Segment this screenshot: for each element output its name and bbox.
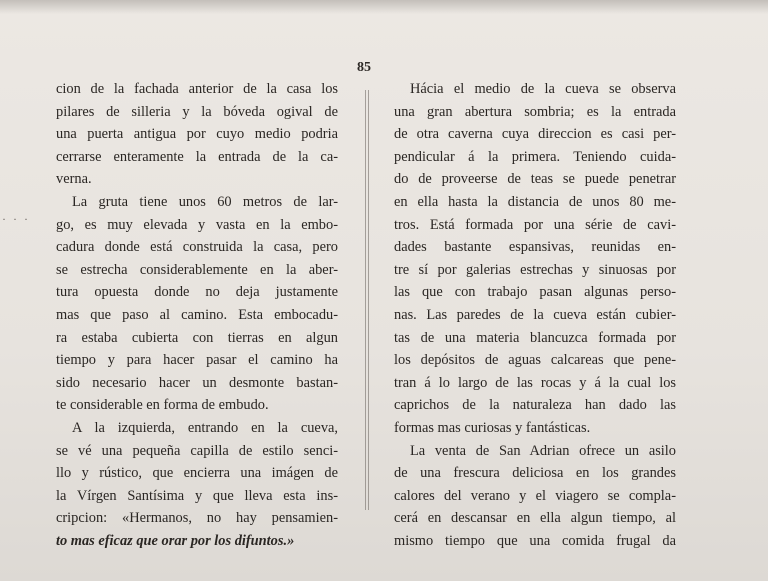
- right-text-column: [394, 78, 676, 552]
- text-line: te considerable en forma de embudo.: [56, 397, 269, 414]
- text-line: la Vírgen Santísima y que lleva esta ins-: [56, 487, 338, 504]
- text-line: dades bastante espansivas, reunidas en-: [394, 239, 676, 256]
- text-line: caprichos de la naturaleza han dado las: [394, 397, 676, 414]
- text-line: La gruta tiene unos 60 metros de lar-: [72, 193, 338, 210]
- text-line: pendicular á la primera. Teniendo cuida-: [394, 148, 676, 165]
- text-line: las que con trabajo pasan algunas perso-: [394, 284, 676, 301]
- text-line: cion de la fachada anterior de la casa los: [56, 81, 338, 97]
- text-line: verna.: [56, 171, 92, 188]
- text-line: cerrarse enteramente la entrada de la ca-: [56, 148, 338, 165]
- text-line: cripcion: «Hermanos, no hay pensamien-: [56, 510, 338, 527]
- left-text-column: [56, 78, 338, 552]
- text-line: tiempo y para hacer pasar el camino ha: [56, 352, 338, 369]
- text-line: una gran abertura sombria; es la entrada: [394, 103, 676, 120]
- text-line: llo y rústico, que encierra una imágen de: [56, 465, 338, 482]
- text-line: se vé una pequeña capilla de estilo senci-: [56, 442, 338, 459]
- text-line: los depósitos de aguas calcareas que pene-: [394, 352, 676, 369]
- text-line: mas que paso al camino. Esta embocadu-: [56, 306, 338, 323]
- page-number: 85: [357, 60, 371, 75]
- text-line: sido necesario hacer un desmonte bastan-: [56, 374, 338, 391]
- text-line: to mas eficaz que orar por los difuntos.»: [56, 532, 295, 549]
- text-line: pilares de silleria y la bóveda ogival de: [56, 103, 338, 120]
- text-line: mismo tiempo que una comida frugal da: [394, 532, 676, 549]
- text-line: calores del verano y el viagero se compla-: [394, 487, 676, 504]
- text-line: ra estaba cubierta con tierras en algun: [56, 329, 338, 346]
- text-line: tre sí por galerias estrechas y sinuosas por: [394, 261, 676, 278]
- text-line: nas. Las paredes de la cueva están cubier-: [394, 306, 676, 323]
- text-line: una puerta antigua por cuyo medio podria: [56, 126, 338, 143]
- text-line: tros. Está formada por una série de cavi-: [394, 216, 676, 233]
- text-line: se estrecha considerablemente en la aber-: [56, 261, 338, 278]
- text-line: de una frescura deliciosa en los grandes: [394, 465, 676, 482]
- margin-mark: · · ·: [2, 212, 30, 226]
- text-line: do de proveerse de teas se puede penetrar: [394, 171, 676, 188]
- text-line: cadura donde está construida la casa, pero: [56, 239, 338, 256]
- text-line: tran á lo largo de las rocas y á la cual los: [394, 374, 676, 391]
- text-line: La venta de San Adrian ofrece un asilo: [410, 442, 676, 459]
- text-line: de otra caverna cuya direccion es casi per-: [394, 126, 676, 143]
- page-edge-shadow: [0, 0, 768, 14]
- column-divider: [365, 90, 369, 510]
- text-line: tas de una materia blancuzca formada por: [394, 329, 676, 346]
- text-line: go, es muy elevada y vasta en la embo-: [56, 216, 338, 233]
- text-line: A la izquierda, entrando en la cueva,: [72, 419, 338, 436]
- text-line: tura opuesta donde no deja justamente: [56, 284, 338, 301]
- text-line: en ella hasta la distancia de unos 80 me-: [394, 193, 676, 210]
- text-line: formas mas curiosas y fantásticas.: [394, 419, 591, 436]
- text-line: Hácia el medio de la cueva se observa: [410, 81, 676, 97]
- text-line: cerá en descansar en ella algun tiempo, al: [394, 510, 676, 527]
